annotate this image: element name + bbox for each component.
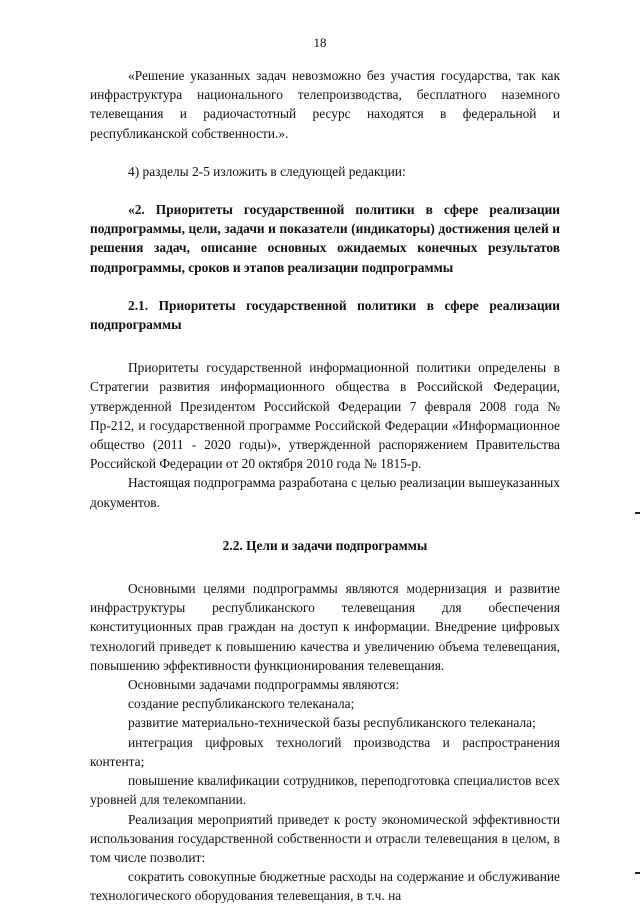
section-2-2-paragraph: Реализация мероприятий приведет к росту экономической эффективности использования государственной собственности и отрасли телевещания в целом, в том числе позволит: <box>90 811 560 865</box>
section-2-2-paragraph: Основными целями подпрограммы являются модернизация и развитие инфраструктуры республиканского телевещания для обеспечения конституционных прав граждан на доступ к информации. Внедрение цифровых технологий приведет к повышению качества и увеличению объема телевещания, повышению эффективности функционирования телевещания. <box>90 581 560 673</box>
section-2-2-paragraph: сократить совокупные бюджетные расходы на содержание и обслуживание технологического оборудования телевещания, в т.ч. на <box>90 869 560 904</box>
section-2-1-paragraph: Настоящая подпрограмма разработана с целью реализации вышеуказанных документов. <box>90 475 560 510</box>
scan-edge-mark <box>635 872 640 874</box>
quote-paragraph: «Решение указанных задач невозможно без участия государства, так как инфраструктура национального телепроизводства, бесплатного наземного телевещания и радиочастотный ресурс находятся в федеральной и республиканской собственности.». <box>90 68 560 141</box>
section-2-2-paragraph: развитие материально-технической базы республиканского телеканала; <box>128 715 536 731</box>
section-2-2-paragraph: создание республиканского телеканала; <box>128 696 355 712</box>
page-number: 18 <box>313 35 327 50</box>
section-2-2-paragraph: интеграция цифровых технологий производства и распространения контента; <box>90 734 560 769</box>
section-2-2-paragraph: Основными задачами подпрограммы являются: <box>128 677 400 693</box>
page-content <box>90 66 560 906</box>
section-2-heading: «2. Приоритеты государственной политики в сфере реализации подпрограммы, цели, задачи и показатели (индикаторы) достижения целей и решения задач, описание основных ожидаемых конечных результатов подпрограммы, сроков и этапов реализации подпрограммы <box>90 202 560 275</box>
section-2-1-heading: 2.1. Приоритеты государственной политики в сфере реализации подпрограммы <box>90 297 560 333</box>
section-2-1-paragraph: Приоритеты государственной информационной политики определены в Стратегии развития информационного общества в Российской Федерации, утвержденной Президентом Российской Федерации 7 февраля 2008 года № Пр-212, и государственной программе Российской Федерации «Информационное общество (2011 - 2020 годы)», утвержденной распоряжением Правительства Российской Федерации от 20 октября 2010 года № 1815-р. <box>90 360 560 472</box>
section-2-2-paragraph: повышение квалификации сотрудников, переподготовка специалистов всех уровней для телекомпании. <box>90 773 560 808</box>
section-2-2-heading: 2.2. Цели и задачи подпрограммы <box>222 537 428 553</box>
scan-edge-mark <box>635 512 640 514</box>
item-4-paragraph: 4) разделы 2-5 изложить в следующей редакции: <box>128 163 406 179</box>
